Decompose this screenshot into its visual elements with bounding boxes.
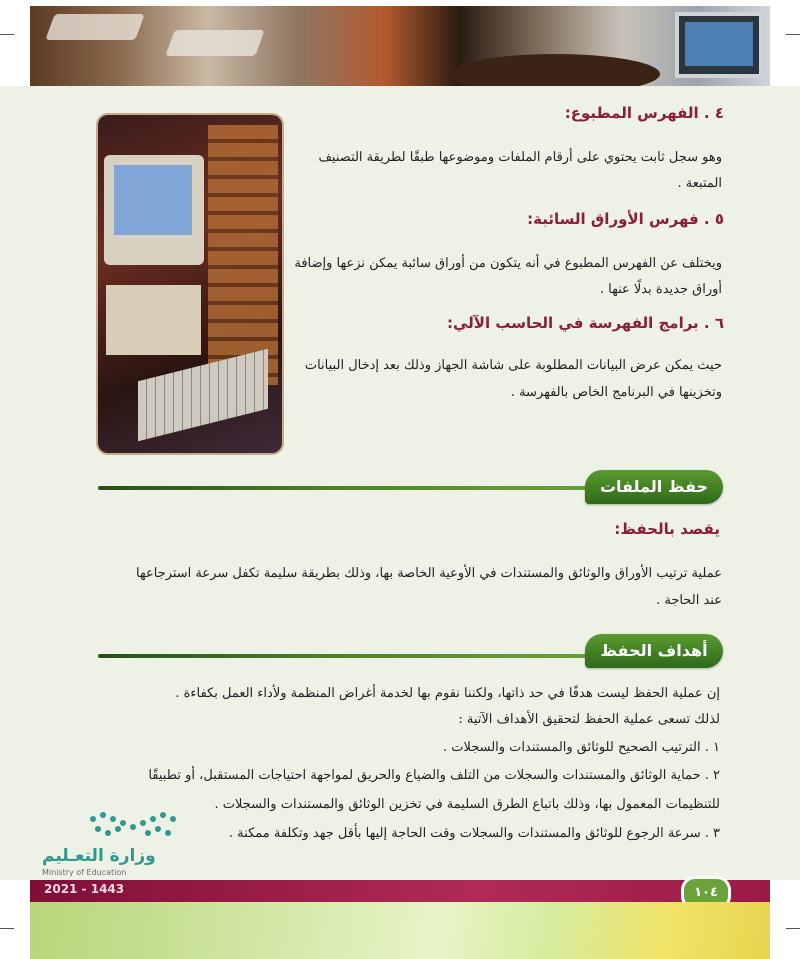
definition-text-line: عند الحاجة . bbox=[656, 593, 722, 608]
banner-meeting-table bbox=[450, 54, 660, 86]
photo-monitor bbox=[104, 155, 204, 265]
banner-keyboard-shape bbox=[45, 14, 144, 40]
item-title-loose-leaf-index: ٥ . فهرس الأوراق السائبة: bbox=[527, 210, 724, 228]
section-divider-line bbox=[98, 486, 598, 490]
section-divider-line bbox=[98, 654, 598, 658]
crop-mark bbox=[786, 928, 800, 929]
header-banner-image bbox=[30, 6, 770, 86]
item-text-line: وتخزينها في البرنامج الخاص بالفهرسة . bbox=[510, 385, 722, 400]
item-title-computer-indexing: ٦ . برامج الفهرسة في الحاسب الآلي: bbox=[446, 314, 724, 332]
item-text-line: أوراق جديدة بدلًا عنها . bbox=[599, 282, 722, 297]
footer-bar bbox=[30, 880, 770, 902]
footer-decorative-swoosh bbox=[30, 902, 770, 959]
photo-file-cabinet bbox=[208, 125, 278, 385]
photo-keyboard bbox=[138, 349, 268, 441]
item-text-line: المتبعة . bbox=[677, 176, 722, 191]
item-title-printed-index: ٤ . الفهرس المطبوع: bbox=[564, 104, 724, 122]
section-heading-goals: أهداف الحفظ bbox=[585, 634, 723, 668]
goals-intro-line: إن عملية الحفظ ليست هدفًا في حد ذاتها، ولكننا نقوم بها لخدمة أغراض المنظمة ولأداء العمل بكفاءة . bbox=[175, 686, 720, 701]
item-text-line: ويختلف عن الفهرس المطبوع في أنه يتكون من أوراق سائبة يمكن نزعها وإضافة bbox=[294, 256, 722, 271]
banner-monitor bbox=[675, 12, 763, 78]
computer-archive-photo bbox=[98, 115, 282, 453]
crop-mark bbox=[0, 928, 14, 929]
goals-intro-line: لذلك تسعى عملية الحفظ لتحقيق الأهداف الآتية : bbox=[458, 712, 720, 727]
ministry-name-english: Ministry of Education bbox=[42, 868, 127, 877]
section-heading-files: حفظ الملفات bbox=[585, 470, 723, 504]
goals-list-item: ٣ . سرعة الرجوع للوثائق والمستندات والسجلات وقت الحاجة إليها بأقل جهد وتكلفة ممكنة . bbox=[228, 826, 720, 841]
photo-computer-case bbox=[106, 285, 201, 355]
crop-mark bbox=[0, 34, 14, 35]
crop-mark bbox=[786, 34, 800, 35]
ministry-logo-dots-icon bbox=[90, 812, 180, 838]
definition-title: يقصد بالحفظ: bbox=[614, 520, 720, 538]
item-text-line: وهو سجل ثابت يحتوي على أرقام الملفات وموضوعها طبقًا لطريقة التصنيف bbox=[318, 150, 722, 165]
footer-year: 2021 - 1443 bbox=[44, 882, 125, 896]
goals-list-item-continued: للتنظيمات المعمول بها، وذلك باتباع الطرق السليمة في تخزين الوثائق والمستندات والسجلات . bbox=[214, 797, 720, 812]
definition-text-line: عملية ترتيب الأوراق والوثائق والمستندات في الأوعية الخاصة بها، وذلك بطريقة سليمة تكفل سرعة استرجاعها bbox=[135, 566, 722, 581]
ministry-name-arabic: وزارة التعـليم bbox=[42, 846, 156, 866]
item-text-line: حيث يمكن عرض البيانات المطلوبة على شاشة الجهاز وذلك بعد إدخال البيانات bbox=[304, 358, 722, 373]
goals-list-item: ١ . الترتيب الصحيح للوثائق والمستندات والسجلات . bbox=[442, 740, 720, 755]
page-number-badge: ١٠٤ bbox=[681, 876, 731, 910]
goals-list-item: ٢ . حماية الوثائق والمستندات والسجلات من التلف والضياع والحريق لمواجهة احتياجات المستقبل، أو تطبيقًا bbox=[148, 768, 720, 783]
banner-keyboard-shape bbox=[165, 30, 264, 56]
